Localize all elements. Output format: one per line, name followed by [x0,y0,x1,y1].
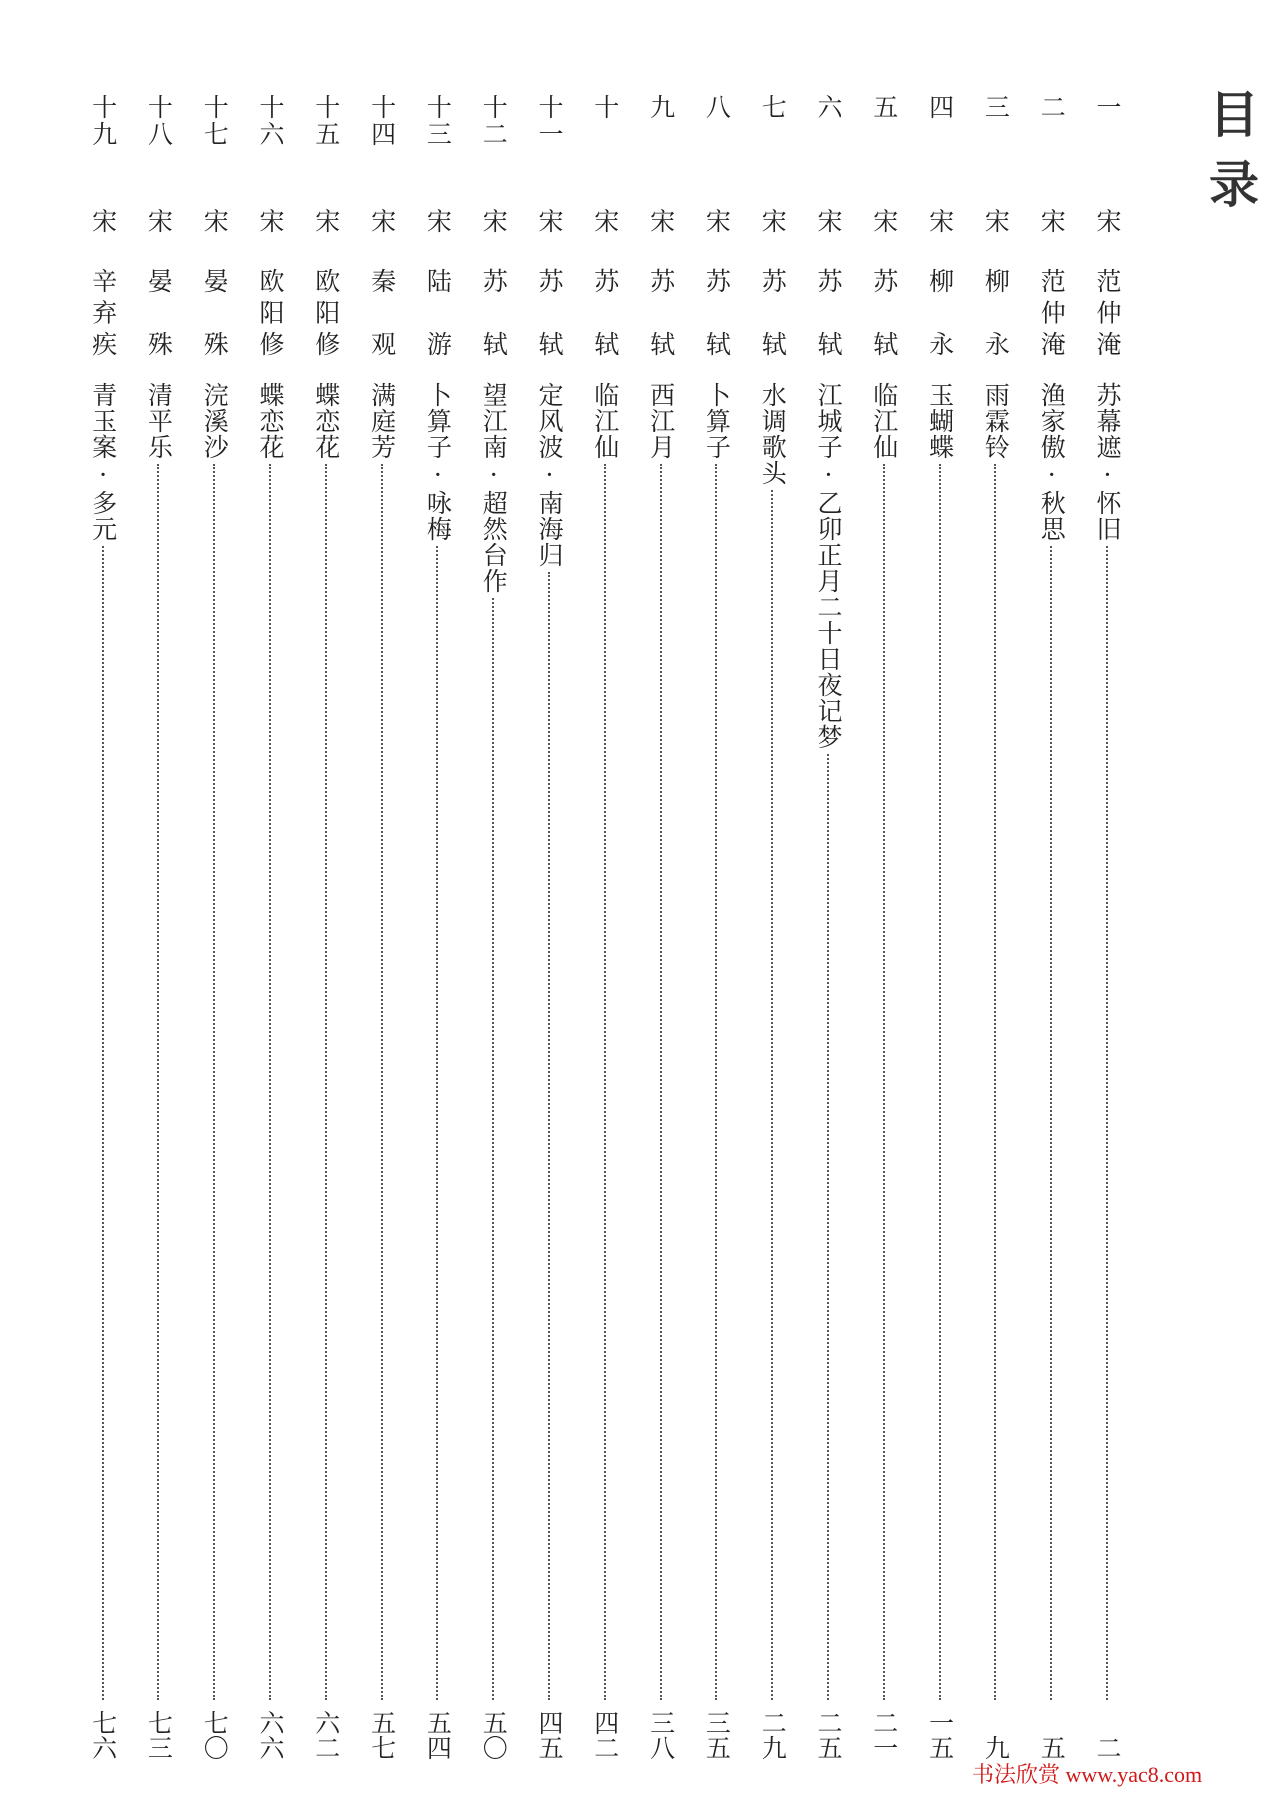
entry-title[interactable]: 临江仙 [869,382,899,460]
entry-page-number: 五七 [367,1710,397,1760]
entry-number: 七 [758,94,788,121]
entry-dynasty: 宋 [423,208,453,233]
entry-author: 苏轼 [646,268,676,356]
entry-page-number: 二一 [869,1710,899,1760]
entry-author: 苏轼 [479,268,509,356]
entry-title[interactable]: 蝶恋花 [311,382,341,460]
entry-title-line [534,382,564,1760]
entry-dynasty: 宋 [702,208,732,233]
entry-number: 十六 [256,94,285,148]
entry-title-line [813,382,843,1760]
entry-page-number: 七三 [144,1710,174,1760]
entry-number: 十四 [367,94,397,148]
entry-author: 秦观 [367,268,397,356]
entry-author: 苏轼 [814,268,843,356]
entry-page-number: 五 [1037,1735,1067,1760]
entry-page-number: 二九 [758,1710,788,1760]
entry-page-number: 二 [1093,1735,1122,1760]
toc-entry[interactable] [88,0,118,1790]
dot-leader [1106,546,1108,1700]
entry-number: 十一 [535,94,564,148]
entry-author: 辛弃疾 [88,268,118,356]
dot-leader [604,464,606,1700]
entry-author: 苏轼 [702,268,732,356]
entry-title[interactable]: 望江南·超然台作 [479,382,509,594]
entry-author: 柳永 [925,268,955,356]
entry-title[interactable]: 西江月 [646,382,676,460]
entry-page-number: 七〇 [200,1710,230,1760]
watermark: 书法欣赏 www.yac8.com [972,1762,1203,1787]
entry-dynasty: 宋 [200,208,230,233]
entry-number: 九 [646,94,676,121]
toc-entry[interactable] [534,0,564,1790]
dot-leader [660,464,662,1700]
entry-title-line [88,382,118,1760]
toc-entry[interactable] [646,0,676,1790]
dot-leader [213,464,215,1700]
entry-number: 二 [1037,94,1067,121]
entry-number: 五 [869,94,899,121]
entry-title-line [1092,382,1122,1760]
toc-entry[interactable] [143,0,173,1790]
entry-number: 十五 [311,94,341,148]
entry-dynasty: 宋 [1037,208,1067,233]
entry-dynasty: 宋 [88,208,118,233]
entry-number: 十 [590,94,620,121]
entry-title-line [255,382,285,1760]
toc-entry[interactable] [199,0,229,1790]
entry-author: 晏殊 [144,268,174,356]
entry-title[interactable]: 江城子·乙卯正月二十日夜记梦 [814,382,843,750]
entry-dynasty: 宋 [869,208,899,233]
entry-title[interactable]: 玉蝴蝶 [925,382,955,460]
entry-title-line [757,382,787,1760]
toc-entry[interactable] [311,0,341,1790]
entry-page-number: 三八 [646,1710,676,1760]
entry-author: 范仲淹 [1037,268,1067,356]
entry-title-line [701,382,731,1760]
entry-number: 十八 [144,94,174,148]
entry-page-number: 六二 [311,1710,341,1760]
dot-leader [715,464,717,1700]
dot-leader [102,546,104,1700]
entry-title-line [980,382,1010,1760]
entry-title[interactable]: 渔家傲·秋思 [1037,382,1067,542]
entry-number: 四 [925,94,955,121]
dot-leader [1050,546,1052,1700]
toc-entry[interactable] [869,0,899,1790]
entry-title-line [590,382,620,1760]
dot-leader [548,572,550,1700]
entry-title-line [199,382,229,1760]
toc-entry[interactable] [422,0,452,1790]
entry-dynasty: 宋 [144,208,174,233]
entry-dynasty: 宋 [311,208,341,233]
entry-dynasty: 宋 [646,208,676,233]
entry-number: 十三 [423,94,453,148]
toc-entry[interactable] [590,0,620,1790]
entry-author: 范仲淹 [1093,268,1122,356]
entry-page-number: 一五 [925,1710,955,1760]
dot-leader [883,464,885,1700]
toc-entry[interactable] [813,0,843,1790]
entry-title[interactable]: 卜算子 [702,382,732,460]
entry-dynasty: 宋 [758,208,788,233]
entry-number: 十七 [200,94,230,148]
entry-dynasty: 宋 [479,208,509,233]
entry-dynasty: 宋 [367,208,397,233]
dot-leader [269,464,271,1700]
entry-page-number: 四五 [535,1710,564,1760]
toc-entry[interactable] [925,0,955,1790]
dot-leader [939,464,941,1700]
entry-number: 八 [702,94,732,121]
entry-dynasty: 宋 [1093,208,1122,233]
entry-author: 苏轼 [869,268,899,356]
entry-title[interactable]: 水调歌头 [758,382,788,486]
entry-dynasty: 宋 [981,208,1011,233]
entry-title[interactable]: 满庭芳 [367,382,397,460]
entry-page-number: 七六 [88,1710,118,1760]
entry-dynasty: 宋 [256,208,285,233]
dot-leader [381,464,383,1700]
entry-title-line [1036,382,1066,1760]
entry-number: 三 [981,94,1011,121]
entry-author: 苏轼 [535,268,564,356]
entry-author: 陆游 [423,268,453,356]
toc-entry[interactable] [255,0,285,1790]
entry-title-line [925,382,955,1760]
toc-entry[interactable] [701,0,731,1790]
entry-title[interactable]: 清平乐 [144,382,174,460]
entry-author: 欧阳修 [256,268,285,356]
entry-title-line [646,382,676,1760]
entry-author: 欧阳修 [311,268,341,356]
dot-leader [994,464,996,1700]
page-title: 目录 [1201,88,1260,228]
entry-title[interactable]: 定风波·南海归 [535,382,564,568]
dot-leader [492,598,494,1700]
entry-title[interactable]: 卜算子·咏梅 [423,382,453,542]
entry-author: 苏轼 [590,268,620,356]
dot-leader [771,490,773,1700]
entry-dynasty: 宋 [814,208,843,233]
dot-leader [827,754,829,1700]
entry-number: 一 [1093,94,1122,121]
entry-title[interactable]: 雨霖铃 [981,382,1011,460]
dot-leader [325,464,327,1700]
entry-author: 晏殊 [200,268,230,356]
entry-title-line [869,382,899,1760]
entry-page-number: 九 [981,1735,1011,1760]
entry-author: 苏轼 [758,268,788,356]
entry-number: 十九 [88,94,118,148]
entry-page-number: 五四 [423,1710,453,1760]
entry-page-number: 六六 [256,1710,285,1760]
entry-page-number: 三五 [702,1710,732,1760]
entry-number: 十二 [479,94,509,148]
entry-dynasty: 宋 [590,208,620,233]
entry-page-number: 二五 [814,1710,843,1760]
entry-number: 六 [814,94,843,121]
entry-title[interactable]: 蝶恋花 [256,382,285,460]
entry-page-number: 四二 [590,1710,620,1760]
entry-title[interactable]: 浣溪沙 [200,382,230,460]
entry-author: 柳永 [981,268,1011,356]
entry-dynasty: 宋 [535,208,564,233]
toc-entry[interactable] [980,0,1010,1790]
entry-title-line [478,382,508,1760]
dot-leader [157,464,159,1700]
entry-title[interactable]: 临江仙 [590,382,620,460]
entry-title-line [367,382,397,1760]
entry-title-line [143,382,173,1760]
toc-entry[interactable] [757,0,787,1790]
toc-entry[interactable] [1092,0,1122,1790]
entry-title-line [311,382,341,1760]
entry-title[interactable]: 苏幕遮·怀旧 [1093,382,1122,542]
dot-leader [436,546,438,1700]
entry-title-line [422,382,452,1760]
entry-dynasty: 宋 [925,208,955,233]
toc-entry[interactable] [478,0,508,1790]
entry-page-number: 五〇 [479,1710,509,1760]
toc-entry[interactable] [1036,0,1066,1790]
entry-title[interactable]: 青玉案·多元 [88,382,118,542]
toc-entry[interactable] [367,0,397,1790]
